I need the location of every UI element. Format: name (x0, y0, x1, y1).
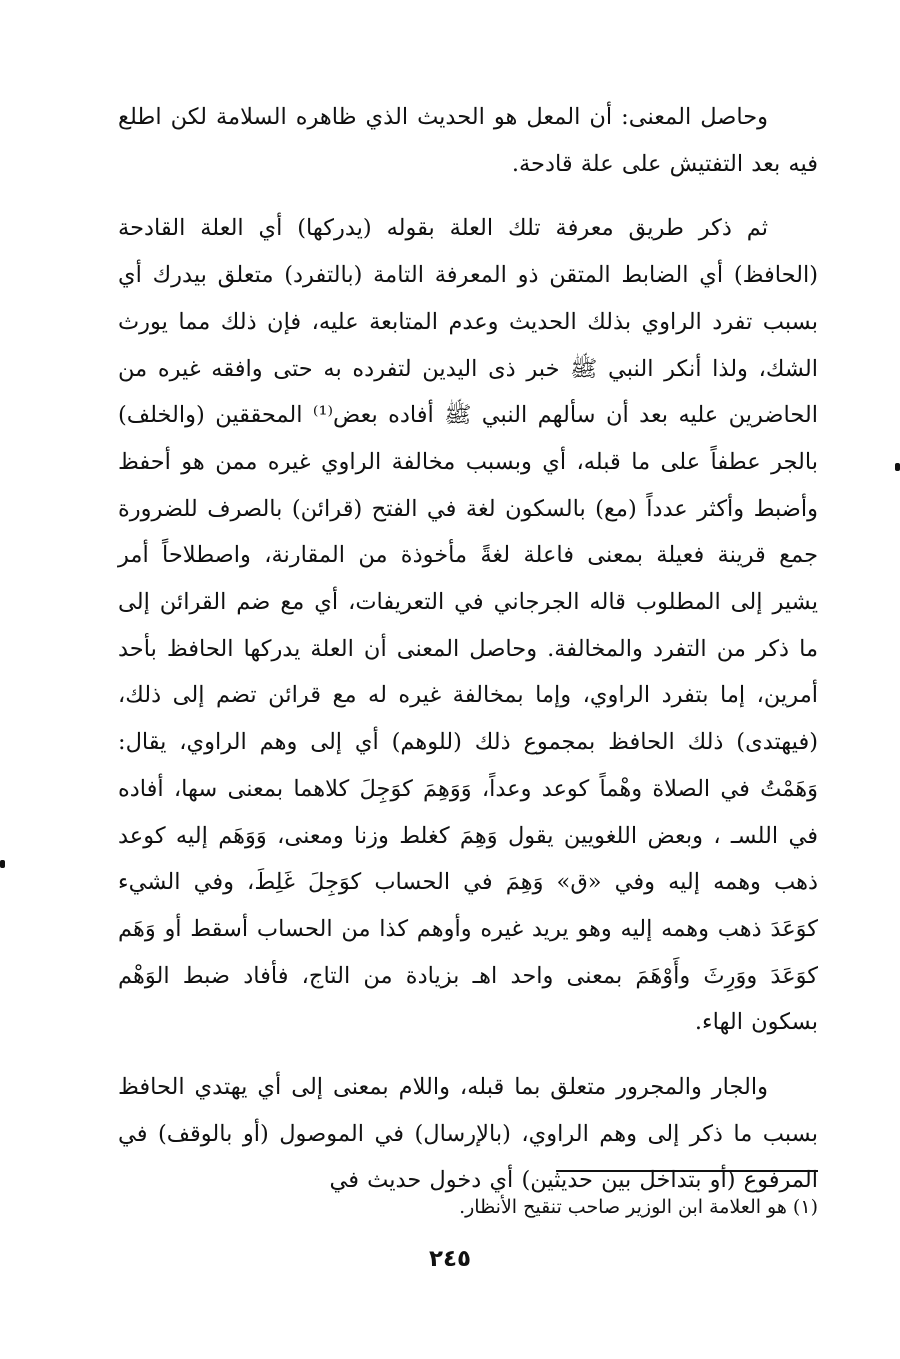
footnote-separator (556, 1170, 818, 1172)
paragraph-method: ثم ذكر طريق معرفة تلك العلة بقوله (يدركها) أي العلة القادحة (الحافظ) أي الضابط المتقن ذو المعرفة التامة (بالتفرد) متعلق بيدرك أي بسبب تفرد الراوي بذلك الحديث وعدم المتابعة عليه، فإن ذلك مما يورث الشك، ولذا أنكر النبي ﷺ خبر ذى اليدين لتفرده به حتى وافقه غيره من الحاضرين عليه بعد أن سألهم النبي ﷺ أفاده بعض⁽¹⁾ المحققين (والخلف) بالجر عطفاً على ما قبله، أي وبسبب مخالفة الراوي غيره ممن هو أحفظ وأضبط وأكثر عدداً (مع) بالسكون لغة في الفتح (قرائن) بالصرف للضرورة جمع قرينة فعيلة بمعنى فاعلة لغةً مأخوذة من المقارنة، واصطلاحاً أمر يشير إلى المطلوب قاله الجرجاني في التعريفات، أي مع ضم القرائن إلى ما ذكر من التفرد والمخالفة. وحاصل المعنى أن العلة يدركها الحافظ بأحد أمرين، إما بتفرد الراوي، وإما بمخالفة غيره له مع قرائن تضم إلى ذلك، (فيهتدى) ذلك الحافظ بمجموع ذلك (للوهم) أي إلى وهم الراوي، يقال: وَهَمْتُ في الصلاة وهْماً كوعد وعداً، وَوَهِمَ كوَجِلَ كلاهما بمعنى سها، أفاده في اللسـ ، وبعض اللغويين يقول وَهِمَ كغلط وزنا ومعنى، وَوَهَم إليه كوعد ذهب وهمه إليه وفي «ق» وَهِمَ في الحساب كوَجِلَ غَلِطَ، وفي الشيء كوَعَدَ ذهب وهمه إليه وهو يريد غيره وأوهم كذا من الحساب أسقط أو وَهَم كوَعَدَ ووَرِثَ وأَوْهَمَ بمعنى واحد اهـ بزيادة من التاج، فأفاد ضبط الوَهْم بسكون الهاء. (118, 215, 818, 1036)
footnote: (١) هو العلامة ابن الوزير صاحب تنقيح الأنظار. (459, 1196, 818, 1218)
page-number: ٢٤٥ (428, 1246, 472, 1272)
margin-mark (895, 463, 900, 471)
main-text (118, 94, 818, 1204)
margin-mark (0, 860, 5, 868)
paragraph-summary: وحاصل المعنى: أن المعل هو الحديث الذي ظاهره السلامة لكن اطلع فيه بعد التفتيش على علة قادحة. (118, 104, 818, 177)
paragraph-preposition: والجار والمجرور متعلق بما قبله، واللام بمعنى إلى أي يهتدي الحافظ بسبب ما ذكر إلى وهم الراوي، (بالإرسال) في الموصول (أو بالوقف) في المرفوع (أو بتداخل بين حديثين) أي دخول حديث في (118, 1074, 818, 1194)
